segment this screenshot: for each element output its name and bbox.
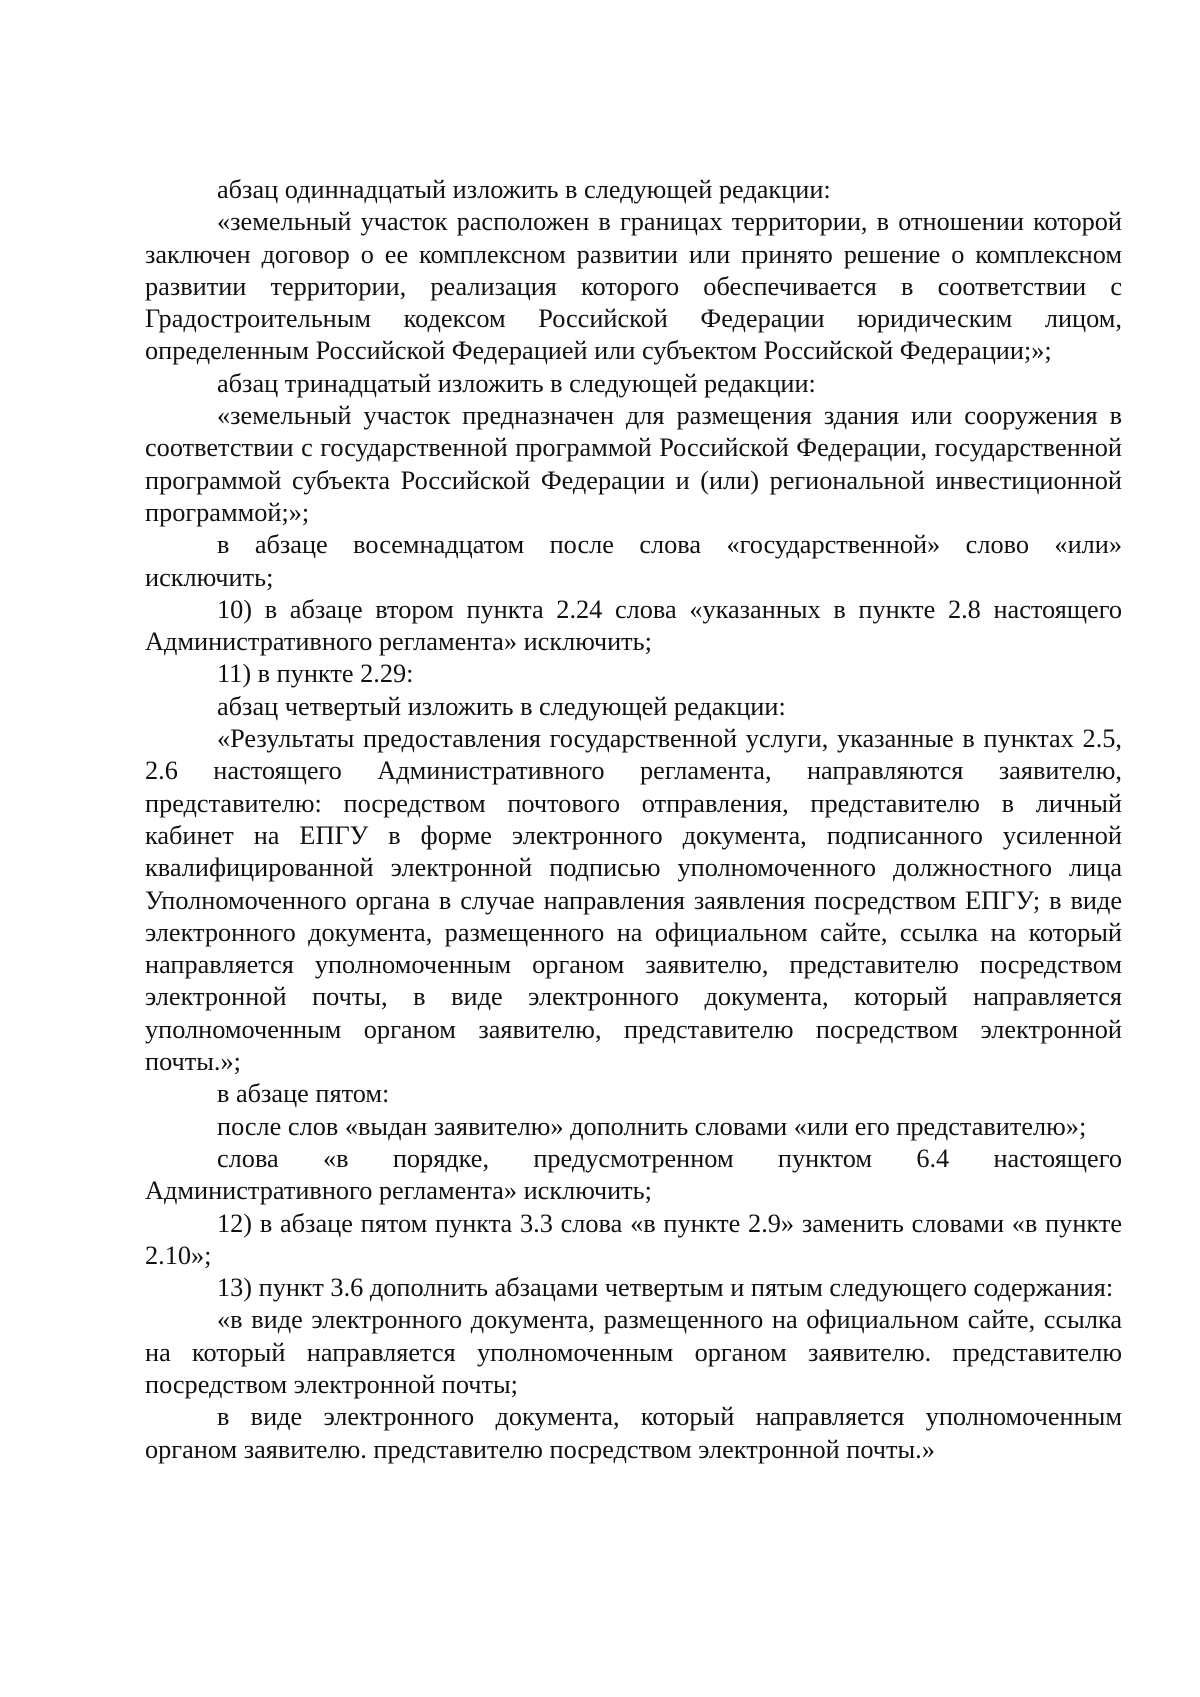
paragraph-1: абзац одиннадцатый изложить в следующей редакции:: [217, 175, 831, 204]
document-body: [145, 174, 1122, 1466]
paragraph-8: абзац четвертый изложить в следующей редакции:: [217, 691, 786, 721]
paragraph-6: 10) в абзаце втором пункта 2.24 слова «указанных в пункте 2.8 настоящего Административного регламента» исключить;: [145, 594, 1122, 657]
paragraph-12: слова «в порядке, предусмотренном пунктом 6.4 настоящего Административного регламента» исключить;: [145, 1143, 1122, 1206]
paragraph-5: в абзаце восемнадцатом после слова «государственной» слово «или» исключить;: [145, 530, 1122, 592]
paragraph-10: в абзаце пятом:: [217, 1079, 390, 1109]
paragraph-2: «земельный участок расположен в границах территории, в отношении которой заключен договор о ее комплексном развитии или принято решение о комплексном развитии территории, реализация которого обеспечивается в соответствии с Градостроительным кодексом Российской Федерации юридическим лицом, определенным Российской Федерацией или субъектом Российской Федерации;»;: [145, 207, 1122, 366]
paragraph-16: в виде электронного документа, который направляется уполномоченным органом заявителю. представителю посредством электронной почты.»: [145, 1402, 1122, 1464]
paragraph-9: «Результаты предоставления государственной услуги, указанные в пунктах 2.5, 2.6 настоящего Административного регламента, направляются заявителю, представителю: посредством почтового отправления, представителю в личный кабинет на ЕПГУ в форме электронного документа, подписанного усиленной квалифицированной электронной подписью уполномоченного должностного лица Уполномоченного органа в случае направления заявления посредством ЕПГУ; в виде электронного документа, размещенного на официальном сайте, ссылка на который направляется уполномоченным органом заявителю, представителю посредством электронной почты, в виде электронного документа, который направляется уполномоченным органом заявителю, представителю посредством электронной почты.»;: [145, 724, 1122, 1077]
paragraph-7: 11) в пункте 2.29:: [217, 659, 414, 689]
paragraph-13: 12) в абзаце пятом пункта 3.3 слова «в пункте 2.9» заменить словами «в пункте 2.10»;: [145, 1208, 1122, 1270]
paragraph-14: 13) пункт 3.6 дополнить абзацами четвертым и пятым следующего содержания:: [217, 1273, 1114, 1303]
paragraph-4: «земельный участок предназначен для размещения здания или сооружения в соответствии с государственной программой Российской Федерации, государственной программой субъекта Российской Федерации и (или) региональной инвестиционной программой;»;: [145, 401, 1122, 527]
paragraph-11: после слов «выдан заявителю» дополнить словами «или его представителю»;: [217, 1111, 1087, 1141]
paragraph-3: абзац тринадцатый изложить в следующей редакции:: [217, 368, 816, 398]
paragraph-15: «в виде электронного документа, размещенного на официальном сайте, ссылка на который направляется уполномоченным органом заявителю. представителю посредством электронной почты;: [145, 1305, 1122, 1399]
